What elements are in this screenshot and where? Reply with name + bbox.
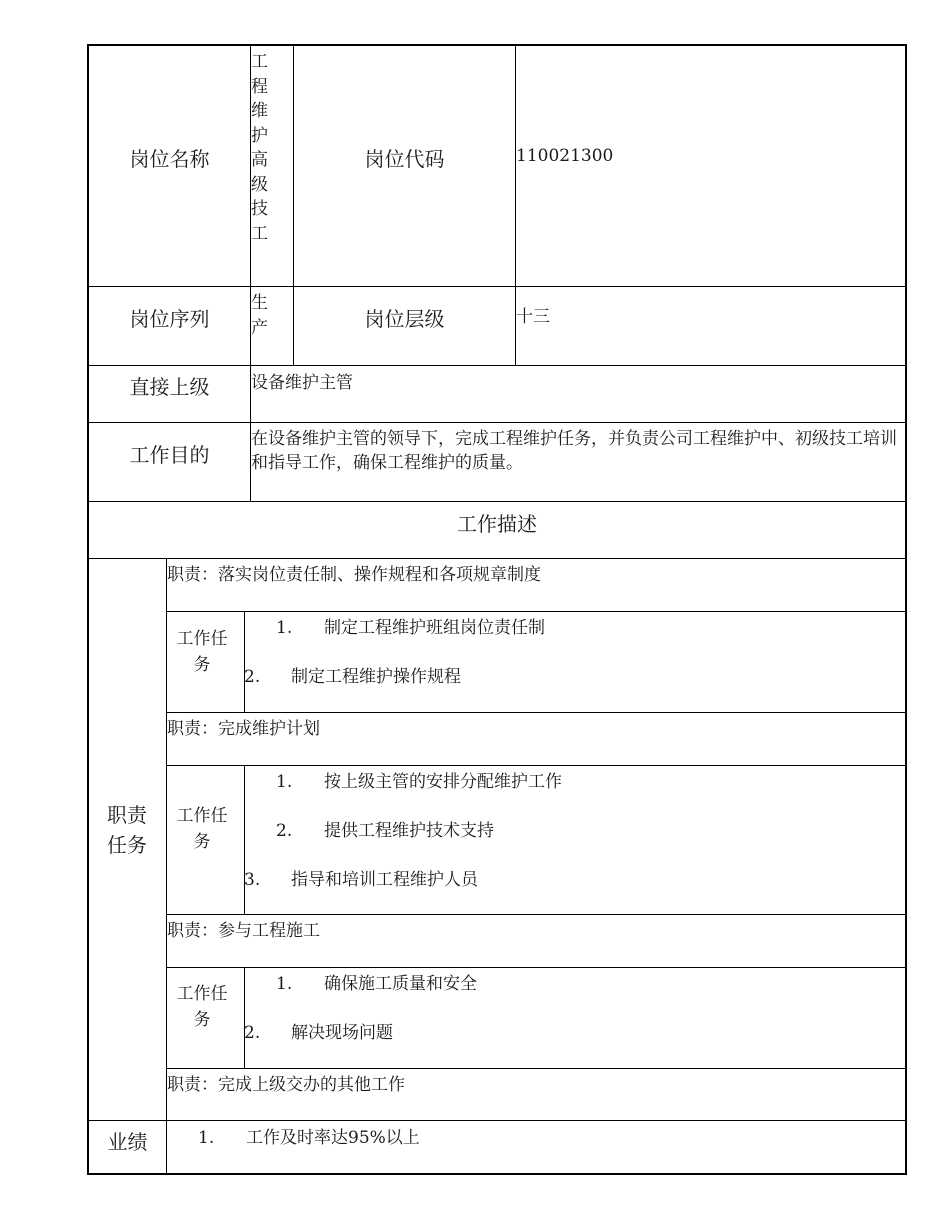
- direct-superior-label: 直接上级: [129, 375, 210, 399]
- task-number: 2.: [276, 821, 293, 841]
- row-divider: [88, 558, 906, 559]
- column-divider: [244, 611, 245, 712]
- row-divider: [88, 286, 906, 287]
- position-code-label: 岗位代码: [364, 147, 445, 171]
- performance-item: 工作及时率达95%以上: [246, 1128, 420, 1148]
- task-label: 工作任务: [176, 806, 228, 852]
- row-divider: [88, 1120, 906, 1121]
- task-number: 3.: [244, 870, 261, 890]
- row-divider: [88, 501, 906, 502]
- task-item: 指导和培训工程维护人员: [291, 870, 478, 890]
- work-purpose-label: 工作目的: [129, 443, 210, 467]
- work-description-title: 工作描述: [457, 512, 537, 536]
- duty-title: 职责：完成上级交办的其他工作: [167, 1075, 405, 1095]
- task-item: 确保施工质量和安全: [324, 974, 477, 994]
- task-item: 制定工程维护班组岗位责任制: [324, 618, 545, 638]
- position-sequence-label: 岗位序列: [129, 307, 210, 331]
- task-item: 解决现场问题: [291, 1023, 393, 1043]
- duties-tasks-label: 职责任务: [107, 803, 147, 857]
- task-number: 1.: [276, 618, 293, 638]
- task-number: 1.: [276, 772, 293, 792]
- position-code-value: 110021300: [516, 146, 614, 166]
- task-label: 工作任务: [176, 984, 228, 1030]
- position-sequence-value: 生产: [251, 293, 268, 338]
- row-divider: [88, 422, 906, 423]
- duty-title: 职责：参与工程施工: [167, 921, 320, 941]
- row-divider: [166, 967, 906, 968]
- row-divider: [166, 1068, 906, 1069]
- performance-number: 1.: [198, 1128, 215, 1148]
- position-level-label: 岗位层级: [364, 307, 445, 331]
- task-number: 2.: [244, 667, 261, 687]
- task-number: 2.: [244, 1023, 261, 1043]
- column-divider: [244, 967, 245, 1068]
- work-purpose-value: 在设备维护主管的领导下，完成工程维护任务，并负责公司工程维护中、初级技工培训和指导工作，确保工程维护的质量。: [251, 429, 897, 473]
- position-name-value: 工程维护高级技工: [251, 52, 268, 244]
- task-number: 1.: [276, 974, 293, 994]
- position-name-label: 岗位名称: [129, 147, 210, 171]
- row-divider: [166, 765, 906, 766]
- task-label: 工作任务: [176, 629, 228, 675]
- position-level-value: 十三: [516, 307, 550, 327]
- direct-superior-value: 设备维护主管: [251, 373, 353, 393]
- task-item: 提供工程维护技术支持: [324, 821, 494, 841]
- duty-title: 职责：落实岗位责任制、操作规程和各项规章制度: [167, 565, 541, 585]
- row-divider: [166, 611, 906, 612]
- performance-label: 业绩: [107, 1130, 148, 1154]
- row-divider: [166, 712, 906, 713]
- row-divider: [166, 914, 906, 915]
- task-item: 制定工程维护操作规程: [291, 667, 461, 687]
- task-item: 按上级主管的安排分配维护工作: [324, 772, 562, 792]
- row-divider: [88, 365, 906, 366]
- duty-title: 职责：完成维护计划: [167, 719, 320, 739]
